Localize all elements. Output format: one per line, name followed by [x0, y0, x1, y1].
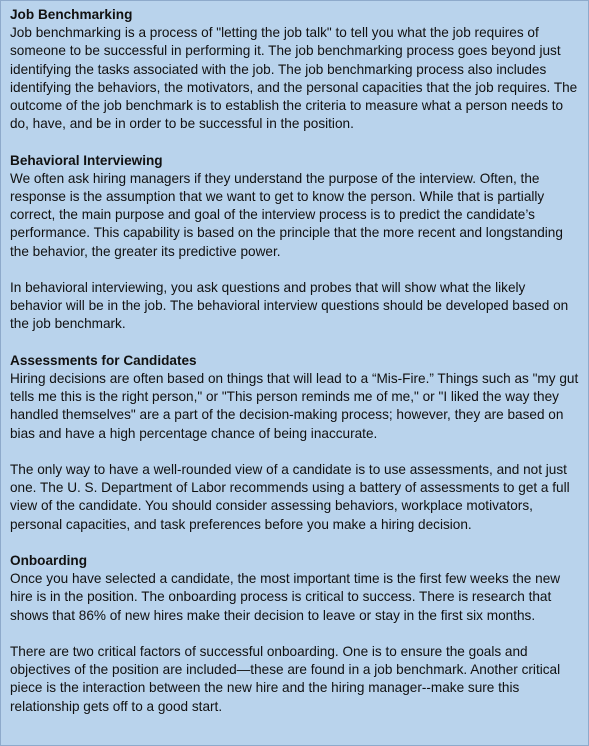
- section-job-benchmarking: [10, 6, 580, 133]
- spacer: [10, 625, 580, 643]
- section-paragraph: The only way to have a well-rounded view of a candidate is to use assessments, and not just one. The U. S. Department of Labor recommends using a battery of assessments to get a full view of the candidate. You should consider assessing behaviors, workplace motivators, personal capacities, and task preferences before you make a hiring decision.: [10, 462, 570, 532]
- section-paragraph: Hiring decisions are often based on things that will lead to a “Mis-Fire.” Things such as "my gut tells me this is the right person," or "This person reminds me of me," or "I liked the way they handled themselves" are a part of the decision-making process; however, they are based on bias and have a high percentage chance of being inaccurate.: [10, 371, 579, 441]
- spacer: [10, 443, 580, 461]
- section-paragraph: In behavioral interviewing, you ask questions and probes that will show what the likely behavior will be in the job. The behavioral interview questions should be developed based on the job benchmark.: [10, 280, 569, 332]
- section-paragraph: Once you have selected a candidate, the most important time is the first few weeks the new hire is in the position. The onboarding process is critical to success. There is research that shows that 86% of new hires make their decision to leave or stay in the first six months.: [10, 571, 561, 623]
- section-paragraph: We often ask hiring managers if they understand the purpose of the interview. Often, the response is the assumption that we want to get to know the person. While that is partially correct, the main purpose and goal of the interview process is to predict the candidate’s performance. This capability is based on the principle that the more recent and longstanding the behavior, the greater its predictive power.: [10, 170, 563, 259]
- section-behavioral-interviewing: [10, 152, 580, 334]
- section-assessments-for-candidates: [10, 352, 580, 534]
- section-paragraph: There are two critical factors of successful onboarding. One is to ensure the goals and objectives of the position are included—these are found in a job benchmark. Another critical piece is the interaction between the new hire and the hiring manager--make sure this relationship gets off to a good start.: [10, 644, 561, 714]
- spacer: [10, 261, 580, 279]
- section-onboarding: [10, 552, 580, 716]
- section-heading: Job Benchmarking: [10, 7, 133, 22]
- spacer: [10, 334, 580, 352]
- section-heading: Behavioral Interviewing: [10, 152, 163, 168]
- spacer: [10, 133, 580, 151]
- section-heading: Assessments for Candidates: [10, 352, 197, 368]
- section-heading: Onboarding: [10, 553, 88, 569]
- spacer: [10, 534, 580, 552]
- section-paragraph: Job benchmarking is a process of "letting the job talk" to tell you what the job requires of someone to be successful in performing it. The job benchmarking process goes beyond just identifying the tasks associated with the job. The job benchmarking process also includes identifying the behaviors, the motivators, and the personal capacities that the job requires. The outcome of the job benchmark is to establish the criteria to measure what a person needs to do, have, and be in order to be successful in the position.: [10, 25, 578, 132]
